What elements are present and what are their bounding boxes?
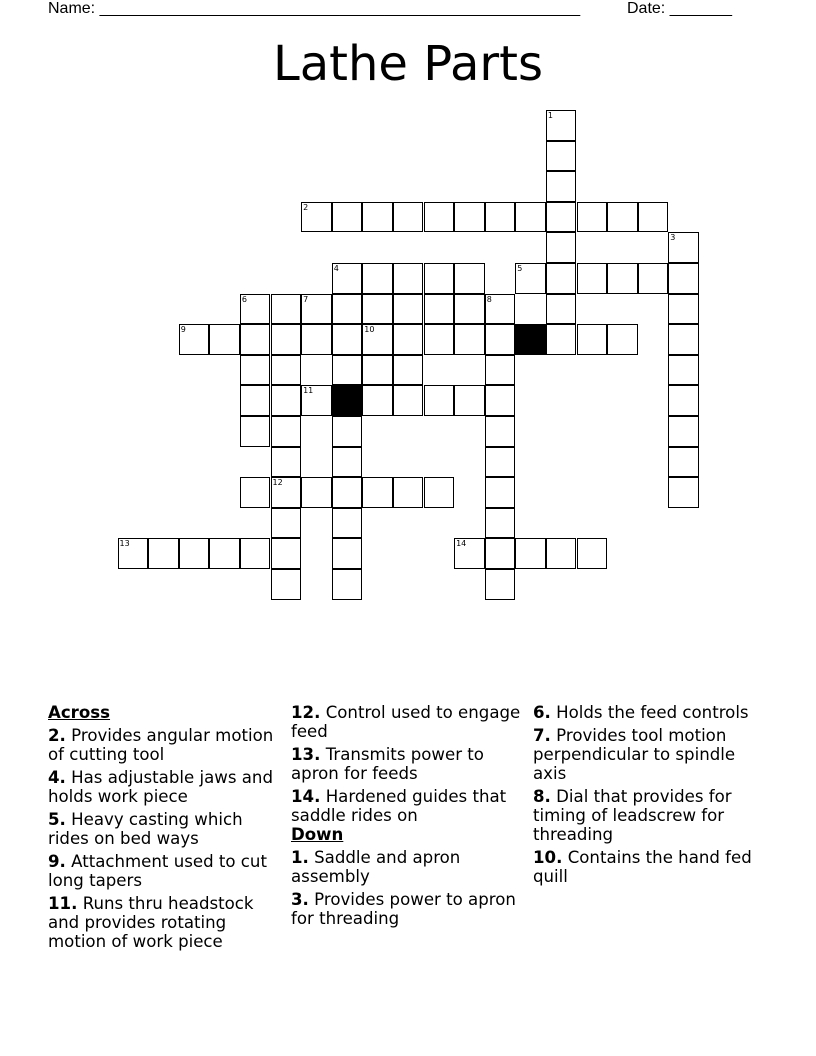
crossword-cell[interactable]: [179, 324, 210, 355]
crossword-block-cell: [515, 324, 546, 355]
clue-number: 2.: [48, 726, 66, 745]
clue-text: Transmits power to apron for feeds: [291, 745, 484, 783]
crossword-cell[interactable]: [332, 294, 363, 325]
clue-text: Provides power to apron for threading: [291, 890, 516, 928]
clue-number-label: 14: [456, 539, 467, 549]
crossword-cell[interactable]: [271, 324, 302, 355]
crossword-cell[interactable]: [332, 447, 363, 478]
crossword-cell[interactable]: [332, 263, 363, 294]
crossword-cell[interactable]: [424, 294, 455, 325]
crossword-cell[interactable]: [668, 416, 699, 447]
crossword-cell[interactable]: [179, 538, 210, 569]
crossword-cell[interactable]: [240, 294, 271, 325]
crossword-cell[interactable]: [271, 385, 302, 416]
clue-number-label: 10: [364, 325, 375, 335]
crossword-cell[interactable]: [271, 508, 302, 539]
crossword-cell[interactable]: [301, 294, 332, 325]
crossword-cell[interactable]: [668, 232, 699, 263]
crossword-cell[interactable]: [546, 141, 577, 172]
crossword-cell[interactable]: [393, 324, 424, 355]
clue-number: 6.: [533, 703, 551, 722]
crossword-cell[interactable]: [515, 202, 546, 233]
clue-across-5: [48, 810, 280, 848]
clue-number-label: 4: [333, 264, 339, 273]
clue-text: Has adjustable jaws and holds work piece: [48, 768, 273, 806]
crossword-cell[interactable]: [271, 447, 302, 478]
clue-number: 5.: [48, 810, 66, 829]
crossword-cell[interactable]: [362, 202, 393, 233]
crossword-cell[interactable]: [240, 538, 271, 569]
clue-number: 4.: [48, 768, 66, 787]
crossword-cell[interactable]: [271, 538, 302, 569]
clue-text: Runs thru headstock and provides rotating motion of work piece: [48, 894, 254, 951]
clue-text: Heavy casting which rides on bed ways: [48, 810, 243, 848]
crossword-cell[interactable]: [148, 538, 179, 569]
clue-across-11: [48, 894, 280, 951]
clue-down-3: [291, 890, 523, 928]
crossword-cell[interactable]: [332, 416, 363, 447]
crossword-cell[interactable]: [362, 324, 393, 355]
clue-down-1: [291, 848, 523, 886]
crossword-cell[interactable]: [485, 569, 516, 600]
date-field-line: Date: _______: [627, 0, 732, 17]
crossword-cell[interactable]: [424, 477, 455, 508]
crossword-cell[interactable]: [301, 324, 332, 355]
clue-text: Provides angular motion of cutting tool: [48, 726, 274, 764]
clue-number-label: 12: [272, 478, 283, 488]
clue-number-label: 7: [303, 294, 309, 304]
crossword-cell[interactable]: [638, 263, 669, 294]
clue-text: Contains the hand fed quill: [533, 848, 752, 886]
crossword-cell[interactable]: [577, 263, 608, 294]
clue-number-label: 3: [670, 233, 676, 243]
clue-number: 8.: [533, 787, 551, 806]
crossword-cell[interactable]: [301, 385, 332, 416]
crossword-cell[interactable]: [332, 324, 363, 355]
crossword-cell[interactable]: [240, 385, 271, 416]
crossword-cell[interactable]: [393, 477, 424, 508]
crossword-cell[interactable]: [515, 263, 546, 294]
crossword-cell[interactable]: [546, 171, 577, 202]
crossword-cell[interactable]: [607, 263, 638, 294]
crossword-cell[interactable]: [668, 385, 699, 416]
clue-down-6: [533, 703, 765, 722]
clue-across-9: [48, 852, 280, 890]
crossword-cell[interactable]: [332, 538, 363, 569]
crossword-cell[interactable]: [271, 355, 302, 386]
crossword-cell[interactable]: [546, 294, 577, 325]
clue-across-2: [48, 726, 280, 764]
crossword-cell[interactable]: [485, 447, 516, 478]
clue-text: Holds the feed controls: [556, 703, 749, 722]
crossword-cell[interactable]: [577, 324, 608, 355]
clue-text: Control used to engage feed: [291, 703, 521, 741]
clue-down-8: [533, 787, 765, 844]
crossword-cell[interactable]: [424, 385, 455, 416]
crossword-cell[interactable]: [577, 202, 608, 233]
crossword-cell[interactable]: [454, 263, 485, 294]
clues-column-2: [291, 703, 523, 928]
crossword-cell[interactable]: [362, 355, 393, 386]
clue-across-14: [291, 787, 523, 825]
crossword-cell[interactable]: [393, 294, 424, 325]
crossword-cell[interactable]: [271, 294, 302, 325]
crossword-cell[interactable]: [454, 385, 485, 416]
crossword-cell[interactable]: [485, 477, 516, 508]
clue-number-label: 1: [547, 111, 553, 120]
crossword-cell[interactable]: [424, 324, 455, 355]
clue-number-label: 11: [303, 386, 314, 396]
crossword-cell[interactable]: [485, 385, 516, 416]
clue-number: 3.: [291, 890, 309, 909]
crossword-cell[interactable]: [485, 508, 516, 539]
clue-down-10: [533, 848, 765, 886]
across-heading: Across: [48, 703, 111, 722]
crossword-cell[interactable]: [485, 416, 516, 447]
crossword-cell[interactable]: [209, 538, 240, 569]
clue-across-13: [291, 745, 523, 783]
crossword-cell[interactable]: [577, 538, 608, 569]
crossword-cell[interactable]: [546, 324, 577, 355]
clues-column-1: [48, 703, 280, 951]
crossword-cell[interactable]: [362, 263, 393, 294]
crossword-cell[interactable]: [485, 202, 516, 233]
clue-number: 9.: [48, 852, 66, 871]
crossword-cell[interactable]: [638, 202, 669, 233]
clue-text: Saddle and apron assembly: [291, 848, 461, 886]
crossword-cell[interactable]: [485, 294, 516, 325]
crossword-cell[interactable]: [332, 355, 363, 386]
crossword-cell[interactable]: [668, 324, 699, 355]
crossword-cell[interactable]: [485, 538, 516, 569]
clue-number: 12.: [291, 703, 321, 722]
crossword-cell[interactable]: [485, 324, 516, 355]
crossword-cell[interactable]: [668, 294, 699, 325]
crossword-cell[interactable]: [271, 569, 302, 600]
crossword-cell[interactable]: [668, 263, 699, 294]
crossword-cell[interactable]: [209, 324, 240, 355]
clue-number: 7.: [533, 726, 551, 745]
crossword-cell[interactable]: [118, 538, 149, 569]
crossword-cell[interactable]: [393, 385, 424, 416]
crossword-cell[interactable]: [332, 569, 363, 600]
crossword-cell[interactable]: [240, 477, 271, 508]
crossword-block-cell: [332, 385, 363, 416]
crossword-cell[interactable]: [393, 355, 424, 386]
crossword-cell[interactable]: [546, 232, 577, 263]
crossword-cell[interactable]: [546, 263, 577, 294]
clue-number: 13.: [291, 745, 321, 764]
clue-text: Provides tool motion perpendicular to spindle axis: [533, 726, 736, 783]
crossword-cell[interactable]: [271, 416, 302, 447]
crossword-cell[interactable]: [668, 447, 699, 478]
clue-number-label: 8: [486, 294, 492, 304]
clue-number: 1.: [291, 848, 309, 867]
crossword-cell[interactable]: [362, 385, 393, 416]
clue-down-7: [533, 726, 765, 783]
crossword-cell[interactable]: [362, 294, 393, 325]
clue-number: 11.: [48, 894, 78, 913]
clue-text: Dial that provides for timing of leadscrew for threading: [533, 787, 732, 844]
name-field-line: Name: ______________________________________________________: [48, 0, 581, 17]
clue-number-label: 9: [180, 325, 186, 335]
crossword-cell[interactable]: [485, 355, 516, 386]
crossword-cell[interactable]: [546, 202, 577, 233]
crossword-cell[interactable]: [424, 202, 455, 233]
crossword-cell[interactable]: [607, 324, 638, 355]
crossword-cell[interactable]: [240, 324, 271, 355]
clue-across-12: [291, 703, 523, 741]
crossword-cell[interactable]: [332, 508, 363, 539]
crossword-cell[interactable]: [393, 263, 424, 294]
clue-number: 10.: [533, 848, 563, 867]
clue-across-4: [48, 768, 280, 806]
crossword-cell[interactable]: [362, 477, 393, 508]
clue-text: Attachment used to cut long tapers: [48, 852, 267, 890]
clue-number: 14.: [291, 787, 321, 806]
crossword-cell[interactable]: [607, 202, 638, 233]
down-heading: Down: [291, 825, 344, 844]
crossword-cell[interactable]: [301, 202, 332, 233]
page-title: Lathe Parts: [273, 36, 543, 92]
crossword-cell[interactable]: [546, 110, 577, 141]
crossword-cell[interactable]: [515, 538, 546, 569]
clue-number-label: 5: [517, 264, 523, 273]
crossword-cell[interactable]: [454, 294, 485, 325]
crossword-cell[interactable]: [454, 538, 485, 569]
crossword-cell[interactable]: [668, 477, 699, 508]
crossword-cell[interactable]: [240, 416, 271, 447]
crossword-cell[interactable]: [301, 477, 332, 508]
clue-number-label: 6: [241, 294, 247, 304]
crossword-cell[interactable]: [240, 355, 271, 386]
crossword-cell[interactable]: [546, 538, 577, 569]
crossword-cell[interactable]: [332, 477, 363, 508]
crossword-cell[interactable]: [424, 263, 455, 294]
clue-number-label: 2: [303, 202, 309, 212]
crossword-cell[interactable]: [454, 324, 485, 355]
crossword-cell[interactable]: [271, 477, 302, 508]
crossword-cell[interactable]: [332, 202, 363, 233]
crossword-cell[interactable]: [393, 202, 424, 233]
clue-text: Hardened guides that saddle rides on: [291, 787, 507, 825]
crossword-cell[interactable]: [668, 355, 699, 386]
crossword-cell[interactable]: [454, 202, 485, 233]
clue-number-label: 13: [119, 539, 130, 549]
clues-column-3: [533, 703, 765, 886]
